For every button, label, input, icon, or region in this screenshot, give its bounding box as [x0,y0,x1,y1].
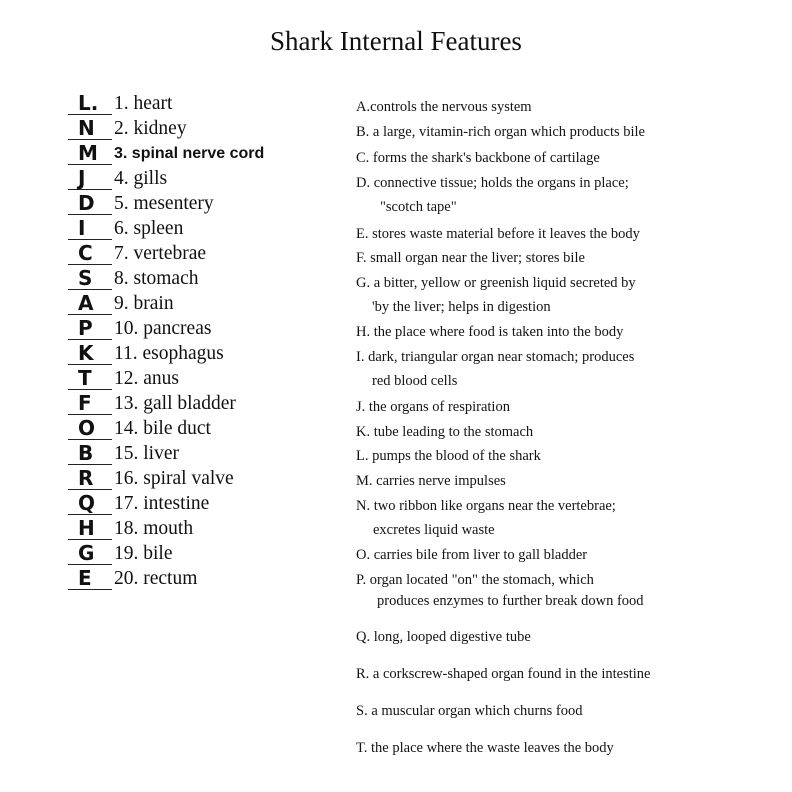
answer-letter: D [78,191,95,215]
term-label: 17. intestine [114,493,210,514]
definition-line: R. a corkscrew-shaped organ found in the intestine [356,666,651,682]
definition-continuation: 'by the liver; helps in digestion [372,299,551,315]
answer-letter: F [78,391,92,415]
definition-item [356,99,532,116]
definition-line: B. a large, vitamin-rich organ which products bile [356,124,645,140]
term-label: 20. rectum [114,568,198,589]
term-label: 10. pancreas [114,318,212,339]
definition-item [356,572,644,610]
term-label: 2. kidney [114,118,187,139]
answer-blank[interactable] [68,542,112,565]
definition-line: A.controls the nervous system [356,99,532,115]
definition-line: O. carries bile from liver to gall bladder [356,547,588,563]
answer-letter: T [78,366,92,390]
answer-blank[interactable] [68,292,112,315]
answer-blank[interactable] [68,392,112,415]
term-label: 4. gills [114,168,168,189]
answer-letter: E [78,566,92,590]
definition-item [356,175,629,216]
definition-line: Q. long, looped digestive tube [356,629,531,645]
definition-item [356,547,587,564]
definition-line: H. the place where food is taken into the body [356,324,624,340]
definition-line: C. forms the shark's backbone of cartilage [356,150,600,166]
answer-letter: H [78,516,95,540]
answer-blank[interactable] [68,367,112,390]
term-label: 7. vertebrae [114,243,207,264]
answer-blank[interactable] [68,492,112,515]
definition-line: D. connective tissue; holds the organs in place; [356,175,629,191]
definition-line: J. the organs of respiration [356,399,510,415]
term-row [68,140,264,165]
answer-blank[interactable] [68,442,112,465]
term-row [68,340,224,365]
term-label: 14. bile duct [114,418,211,439]
term-row [68,540,173,565]
answer-blank[interactable] [68,117,112,140]
answer-blank[interactable] [68,142,112,165]
term-label: 12. anus [114,368,179,389]
definition-item [356,399,510,416]
term-row [68,290,174,315]
definition-line: T. the place where the waste leaves the body [356,740,614,756]
term-row [68,465,234,490]
definition-line: F. small organ near the liver; stores bile [356,250,585,266]
definition-item [356,424,533,441]
term-row [68,390,236,415]
term-row [68,315,211,340]
term-row [68,115,187,140]
definition-line: N. two ribbon like organs near the vertebrae; [356,498,616,514]
answer-letter: B [78,441,94,465]
term-row [68,515,193,540]
definition-item [356,275,636,316]
term-label: 11. esophagus [114,343,224,364]
answer-blank[interactable] [68,317,112,340]
answer-letter: K [78,341,94,365]
answer-blank[interactable] [68,517,112,540]
term-label: 19. bile [114,543,173,564]
term-label: 8. stomach [114,268,199,289]
answer-letter: I [78,216,86,240]
answer-blank[interactable] [68,242,112,265]
answer-letter: L. [78,91,99,115]
answer-blank[interactable] [68,417,112,440]
answer-blank[interactable] [68,267,112,290]
answer-letter: O [78,416,96,440]
answer-letter: J [78,166,86,190]
page-title: Shark Internal Features [270,26,522,56]
definition-item [356,226,640,243]
definition-line: I. dark, triangular organ near stomach; produces [356,349,635,365]
answer-blank[interactable] [68,167,112,190]
definition-item [356,250,585,267]
definition-line: S. a muscular organ which churns food [356,703,583,719]
term-row [68,190,214,215]
answer-blank[interactable] [68,467,112,490]
definition-continuation: excretes liquid waste [373,522,495,538]
answer-letter: C [78,241,93,265]
definition-line: M. carries nerve impulses [356,473,506,489]
term-label: 6. spleen [114,218,184,239]
definition-line: E. stores waste material before it leaves the body [356,226,640,242]
term-label: 13. gall bladder [114,393,236,414]
term-label: 18. mouth [114,518,194,539]
answer-letter: R [78,466,94,490]
definition-item [356,150,600,167]
definition-continuation: "scotch tape" [380,199,457,215]
definition-line: K. tube leading to the stomach [356,424,534,440]
definition-item [356,349,634,390]
term-row [68,440,179,465]
definition-item [356,124,645,141]
definition-item [356,740,614,757]
definition-item [356,703,582,720]
term-row [68,240,206,265]
answer-letter: S [78,266,93,290]
answer-blank[interactable] [68,342,112,365]
definition-item [356,666,650,683]
term-label: 15. liver [114,443,179,464]
definition-line: P. organ located "on" the stomach, which [356,572,594,588]
term-row [68,415,211,440]
answer-letter: P [78,316,93,340]
definition-continuation: red blood cells [372,373,458,389]
term-row [68,165,167,190]
answer-blank[interactable] [68,92,112,115]
term-label: 1. heart [114,93,173,114]
term-label: 5. mesentery [114,193,214,214]
answer-letter: M [78,141,98,165]
answer-letter: N [78,116,95,140]
definition-continuation: produces enzymes to further break down food [377,593,644,609]
term-row [68,365,179,390]
term-row [68,565,197,590]
definition-line: L. pumps the blood of the shark [356,448,541,464]
term-row [68,90,172,115]
definition-item [356,324,623,341]
definition-item [356,473,506,490]
answer-letter: Q [78,491,96,515]
term-row [68,215,183,240]
definition-item [356,498,616,539]
answer-letter: G [78,541,95,565]
answer-blank[interactable] [68,192,112,215]
definition-item [356,448,541,465]
answer-letter: A [78,291,94,315]
answer-blank[interactable] [68,567,112,590]
answer-blank[interactable] [68,217,112,240]
term-row [68,490,209,515]
term-row [68,265,198,290]
term-label: 9. brain [114,293,174,314]
definition-line: G. a bitter, yellow or greenish liquid secreted by [356,275,636,291]
definition-item [356,629,531,646]
term-label: 16. spiral valve [114,468,234,489]
term-label: 3. spinal nerve cord [114,145,265,162]
